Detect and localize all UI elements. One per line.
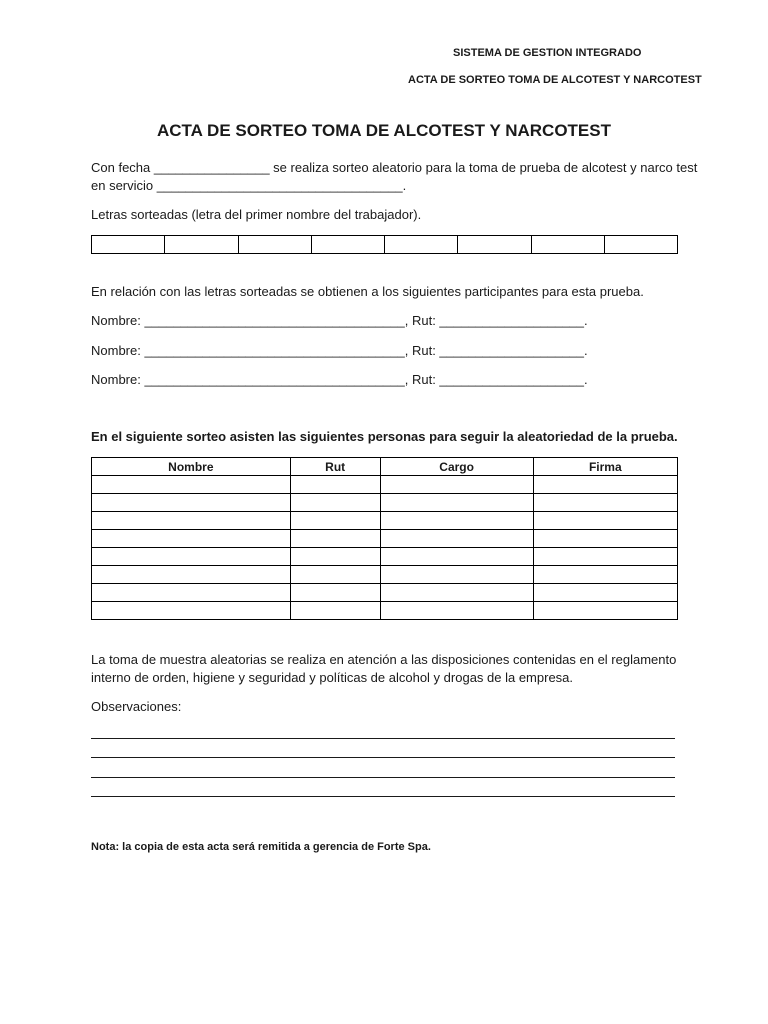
table-row: [92, 512, 678, 530]
table-cell[interactable]: [380, 602, 533, 620]
table-row: [92, 602, 678, 620]
observation-line[interactable]: [91, 757, 675, 758]
observation-line[interactable]: [91, 738, 675, 739]
table-cell[interactable]: [92, 566, 291, 584]
column-header-cargo: Cargo: [380, 458, 533, 476]
table-row: [92, 548, 678, 566]
table-cell[interactable]: [380, 584, 533, 602]
table-cell[interactable]: [92, 512, 291, 530]
column-header-nombre: Nombre: [92, 458, 291, 476]
table-cell[interactable]: [92, 602, 291, 620]
participant-line-2: Nombre: ____________________________________, Rut: ____________________.: [91, 343, 588, 358]
letter-cell[interactable]: [165, 236, 238, 254]
table-cell[interactable]: [290, 584, 380, 602]
letter-cell[interactable]: [311, 236, 384, 254]
table-cell[interactable]: [533, 494, 677, 512]
disposition-line-1: La toma de muestra aleatorias se realiza en atención a las disposiciones contenidas en el reglamento: [91, 652, 677, 667]
table-cell[interactable]: [533, 530, 677, 548]
table-row: [92, 566, 678, 584]
letter-cell[interactable]: [385, 236, 458, 254]
header-system: SISTEMA DE GESTION INTEGRADO: [453, 47, 642, 59]
letter-cell[interactable]: [531, 236, 604, 254]
letter-cell[interactable]: [238, 236, 311, 254]
table-cell[interactable]: [290, 602, 380, 620]
observation-line[interactable]: [91, 777, 675, 778]
table-cell[interactable]: [92, 476, 291, 494]
table-cell[interactable]: [380, 512, 533, 530]
table-cell[interactable]: [533, 584, 677, 602]
table-cell[interactable]: [290, 476, 380, 494]
letter-cell[interactable]: [92, 236, 165, 254]
footer-note: Nota: la copia de esta acta será remitida a gerencia de Forte Spa.: [91, 841, 431, 853]
table-cell[interactable]: [290, 548, 380, 566]
attendees-table: [91, 457, 678, 620]
table-row: [92, 530, 678, 548]
attendees-intro: En el siguiente sorteo asisten las siguientes personas para seguir la aleatoriedad de la prueba.: [91, 429, 678, 444]
table-row: [92, 584, 678, 602]
letters-table: [91, 235, 678, 254]
letter-cell[interactable]: [458, 236, 531, 254]
participants-intro: En relación con las letras sorteadas se obtienen a los siguientes participantes para esta prueba.: [91, 284, 644, 299]
column-header-firma: Firma: [533, 458, 677, 476]
table-cell[interactable]: [290, 512, 380, 530]
letter-cell[interactable]: [604, 236, 677, 254]
attendees-header-row: [92, 458, 678, 476]
letters-row: [92, 236, 678, 254]
table-cell[interactable]: [290, 530, 380, 548]
table-cell[interactable]: [380, 530, 533, 548]
header-doc-name: ACTA DE SORTEO TOMA DE ALCOTEST Y NARCOTEST: [408, 74, 702, 86]
table-cell[interactable]: [92, 530, 291, 548]
table-cell[interactable]: [380, 494, 533, 512]
document-title: ACTA DE SORTEO TOMA DE ALCOTEST Y NARCOTEST: [157, 121, 611, 140]
observations-label: Observaciones:: [91, 699, 182, 714]
intro-line-1: Con fecha ________________ se realiza sorteo aleatorio para la toma de prueba de alcotest y narco test: [91, 160, 698, 175]
table-row: [92, 494, 678, 512]
table-cell[interactable]: [92, 584, 291, 602]
observation-line[interactable]: [91, 796, 675, 797]
table-cell[interactable]: [380, 476, 533, 494]
disposition-line-2: interno de orden, higiene y seguridad y políticas de alcohol y drogas de la empresa.: [91, 670, 574, 685]
table-cell[interactable]: [92, 494, 291, 512]
table-cell[interactable]: [533, 512, 677, 530]
participant-line-1: Nombre: ____________________________________, Rut: ____________________.: [91, 313, 588, 328]
table-cell[interactable]: [290, 566, 380, 584]
table-cell[interactable]: [533, 602, 677, 620]
table-cell[interactable]: [380, 548, 533, 566]
table-cell[interactable]: [533, 566, 677, 584]
table-cell[interactable]: [380, 566, 533, 584]
table-cell[interactable]: [533, 548, 677, 566]
column-header-rut: Rut: [290, 458, 380, 476]
intro-line-2: en servicio __________________________________.: [91, 178, 407, 193]
letters-label: Letras sorteadas (letra del primer nombre del trabajador).: [91, 207, 422, 222]
participant-line-3: Nombre: ____________________________________, Rut: ____________________.: [91, 372, 588, 387]
table-cell[interactable]: [290, 494, 380, 512]
table-cell[interactable]: [92, 548, 291, 566]
table-cell[interactable]: [533, 476, 677, 494]
table-row: [92, 476, 678, 494]
